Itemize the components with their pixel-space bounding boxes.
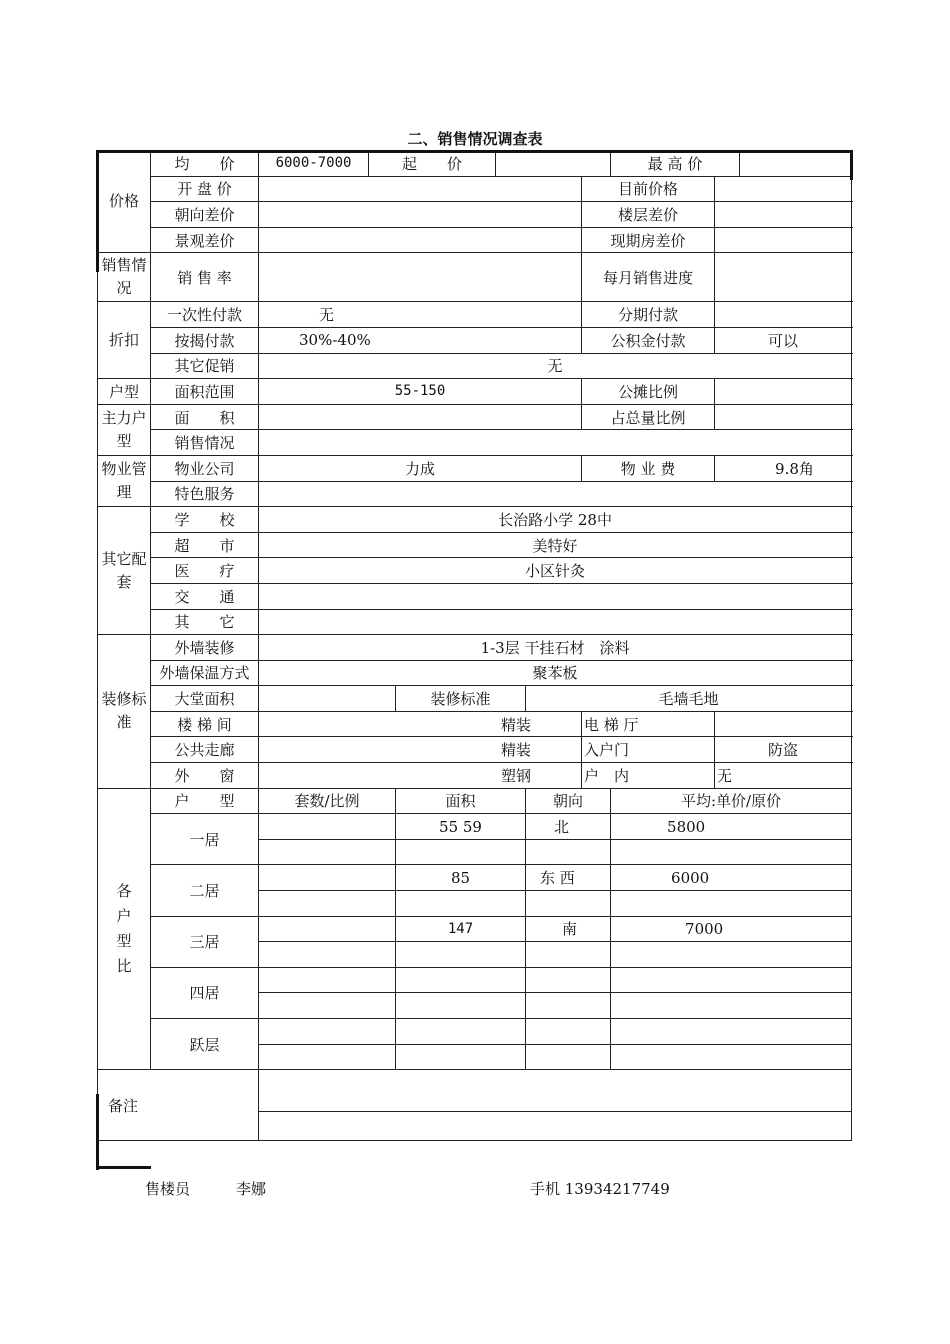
fee-value[interactable]: 9.8角 (715, 455, 852, 481)
unit-type-group-label: 户型 (98, 379, 151, 405)
company-value[interactable]: 力成 (259, 455, 582, 481)
school-label: 学 校 (151, 507, 259, 533)
unit-cell[interactable] (396, 942, 526, 968)
notes-value-2[interactable] (259, 1111, 852, 1140)
discount-group-label: 折扣 (98, 302, 151, 379)
door-value[interactable]: 防盗 (715, 737, 852, 763)
monthly-progress-value[interactable] (715, 253, 852, 302)
market-value[interactable]: 美特好 (259, 532, 852, 558)
avg-price-label: 均 价 (151, 151, 259, 177)
decoration-group-label: 装修标准 (98, 635, 151, 789)
facility-row-4 (98, 583, 852, 609)
facilities-group-label: 其它配套 (98, 507, 151, 635)
unit-cell[interactable] (396, 1044, 526, 1070)
floor-diff-label: 楼层差价 (582, 202, 715, 228)
unit-cell[interactable] (259, 993, 396, 1019)
sales-group-label: 销售情况 (98, 253, 151, 302)
installment-value[interactable] (715, 302, 852, 328)
unit-cell[interactable] (259, 891, 396, 917)
units-header-type: 户 型 (151, 788, 259, 814)
stair-value[interactable]: 精装 (259, 711, 582, 737)
unit-count-5[interactable] (259, 1019, 396, 1045)
fee-label: 物 业 费 (582, 455, 715, 481)
unit-cell[interactable] (526, 993, 611, 1019)
price-row-2 (98, 176, 852, 202)
wall-value[interactable]: 1-3层 干挂石材 涂料 (259, 635, 852, 661)
main-area-value[interactable] (259, 404, 582, 430)
facility-row-5 (98, 609, 852, 635)
unit-area-1[interactable]: 55 59 (396, 814, 526, 840)
unit-count-1[interactable] (259, 814, 396, 840)
corridor-label: 公共走廊 (151, 737, 259, 763)
facility-row-3 (98, 558, 852, 584)
price-row-3 (98, 202, 852, 228)
service-label: 特色服务 (151, 481, 259, 507)
indoor-label: 户 内 (582, 763, 715, 789)
discount-row-2 (98, 327, 852, 353)
property-group-label: 物业管理 (98, 455, 151, 506)
view-diff-label: 景观差价 (151, 227, 259, 253)
thick-top-border (96, 150, 853, 153)
main-area-label: 面 积 (151, 404, 259, 430)
unit-area-2[interactable]: 85 (396, 865, 526, 891)
traffic-value[interactable] (259, 583, 852, 609)
unit-cell[interactable] (526, 942, 611, 968)
footer-seller-label: 售楼员 (145, 1180, 191, 1198)
company-label: 物业公司 (151, 455, 259, 481)
unit-name-2: 二居 (151, 865, 259, 916)
max-price-value[interactable] (740, 151, 852, 177)
unit-cell[interactable] (396, 891, 526, 917)
max-price-label: 最 高 价 (611, 151, 740, 177)
thick-left-border-top (96, 150, 99, 272)
decor-std-value[interactable]: 毛墙毛地 (526, 686, 852, 712)
unit-cell[interactable] (611, 942, 852, 968)
unit-price-2[interactable]: 6000 (611, 865, 852, 891)
open-price-label: 开 盘 价 (151, 176, 259, 202)
corridor-value[interactable]: 精装 (259, 737, 582, 763)
unit-orient-3[interactable]: 南 (526, 916, 611, 942)
service-value[interactable] (259, 481, 852, 507)
unit-cell[interactable] (526, 891, 611, 917)
unit-count-3[interactable] (259, 916, 396, 942)
unit-cell[interactable] (396, 993, 526, 1019)
price-row-1 (98, 151, 852, 177)
notes-row-1 (98, 1070, 852, 1112)
mortgage-value[interactable]: 30%-40% (259, 327, 582, 353)
survey-form (97, 150, 851, 1141)
facility-row-2 (98, 532, 852, 558)
other-promo-value[interactable]: 无 (259, 353, 852, 379)
lobby-value[interactable] (259, 686, 396, 712)
installment-label: 分期付款 (582, 302, 715, 328)
discount-row-3 (98, 353, 852, 379)
units-header-price: 平均:单价/原价 (611, 788, 852, 814)
floor-diff-value[interactable] (715, 202, 852, 228)
thick-bottom-border (96, 1166, 151, 1169)
share-ratio-value[interactable] (715, 379, 852, 405)
avg-price-value[interactable]: 6000-7000 (259, 151, 369, 177)
unit-price-5[interactable] (611, 1019, 852, 1045)
current-price-value[interactable] (715, 176, 852, 202)
start-price-value[interactable] (496, 151, 611, 177)
unit-orient-4[interactable] (526, 967, 611, 993)
decor-std-label: 装修标准 (396, 686, 526, 712)
unit-cell[interactable] (259, 942, 396, 968)
current-price-label: 目前价格 (582, 176, 715, 202)
elevator-value[interactable] (715, 711, 852, 737)
unit-name-4: 四居 (151, 967, 259, 1018)
notes-label: 备注 (98, 1070, 259, 1141)
price-row-4 (98, 227, 852, 253)
area-range-value[interactable]: 55-150 (259, 379, 582, 405)
unit-cell[interactable] (611, 1044, 852, 1070)
units-group-text: 各户型比 (116, 881, 132, 975)
window-value[interactable]: 塑钢 (259, 763, 582, 789)
spot-diff-label: 现期房差价 (582, 227, 715, 253)
window-label: 外 窗 (151, 763, 259, 789)
unit-cell[interactable] (259, 1044, 396, 1070)
thick-left-border-bottom (96, 1094, 99, 1170)
unit-cell[interactable] (611, 993, 852, 1019)
main-unit-group-label: 主力户型 (98, 404, 151, 455)
unit-count-4[interactable] (259, 967, 396, 993)
unit-row-5a (98, 1019, 852, 1045)
main-unit-row-2 (98, 430, 852, 456)
decor-row-5 (98, 737, 852, 763)
market-label: 超 市 (151, 532, 259, 558)
footer-seller-name: 李娜 (236, 1180, 267, 1198)
total-ratio-value[interactable] (715, 404, 852, 430)
unit-type-row (98, 379, 852, 405)
start-price-label: 起 价 (369, 151, 496, 177)
medical-label: 医 疗 (151, 558, 259, 584)
unit-price-4[interactable] (611, 967, 852, 993)
unit-row-3a (98, 916, 852, 942)
other-facility-label: 其 它 (151, 609, 259, 635)
unit-count-2[interactable] (259, 865, 396, 891)
decor-row-4 (98, 711, 852, 737)
unit-price-3[interactable]: 7000 (611, 916, 852, 942)
decor-row-6 (98, 763, 852, 789)
fund-label: 公积金付款 (582, 327, 715, 353)
mortgage-label: 按揭付款 (151, 327, 259, 353)
decor-row-3 (98, 686, 852, 712)
spot-diff-value[interactable] (715, 227, 852, 253)
sales-row (98, 253, 852, 302)
decor-row-2 (98, 660, 852, 686)
area-range-label: 面积范围 (151, 379, 259, 405)
share-ratio-label: 公摊比例 (582, 379, 715, 405)
main-sales-label: 销售情况 (151, 430, 259, 456)
unit-cell[interactable] (526, 839, 611, 865)
unit-name-3: 三居 (151, 916, 259, 967)
orient-diff-label: 朝向差价 (151, 202, 259, 228)
unit-orient-1[interactable]: 北 (526, 814, 611, 840)
elevator-label: 电 梯 厅 (582, 711, 715, 737)
unit-area-3[interactable]: 147 (396, 916, 526, 942)
unit-cell[interactable] (526, 1044, 611, 1070)
units-header-row (98, 788, 852, 814)
school-value[interactable]: 长治路小学 28中 (259, 507, 852, 533)
unit-orient-5[interactable] (526, 1019, 611, 1045)
indoor-value[interactable]: 无 (715, 763, 852, 789)
unit-cell[interactable] (611, 891, 852, 917)
insulation-label: 外墙保温方式 (151, 660, 259, 686)
footer-phone: 手机 13934217749 (530, 1180, 670, 1198)
unit-row-2a (98, 865, 852, 891)
sales-rate-value[interactable] (259, 253, 582, 302)
fund-value[interactable]: 可以 (715, 327, 852, 353)
survey-table (97, 150, 852, 1141)
insulation-value[interactable]: 聚苯板 (259, 660, 852, 686)
unit-name-1: 一居 (151, 814, 259, 865)
decor-row-1 (98, 635, 852, 661)
page-title: 二、销售情况调查表 (407, 130, 543, 148)
other-promo-label: 其它促销 (151, 353, 259, 379)
wall-label: 外墙装修 (151, 635, 259, 661)
unit-cell[interactable] (259, 839, 396, 865)
unit-area-4[interactable] (396, 967, 526, 993)
unit-price-1[interactable]: 5800 (611, 814, 852, 840)
property-row-2 (98, 481, 852, 507)
units-header-area: 面积 (396, 788, 526, 814)
property-row-1 (98, 455, 852, 481)
stair-label: 楼 梯 间 (151, 711, 259, 737)
lump-sum-label: 一次性付款 (151, 302, 259, 328)
discount-row-1 (98, 302, 852, 328)
lobby-label: 大堂面积 (151, 686, 259, 712)
lump-sum-value[interactable]: 无 (259, 302, 582, 328)
thick-right-border-top (850, 150, 853, 180)
unit-cell[interactable] (396, 839, 526, 865)
main-sales-value[interactable] (259, 430, 852, 456)
orient-diff-value[interactable] (259, 202, 582, 228)
facility-row-1 (98, 507, 852, 533)
unit-area-5[interactable] (396, 1019, 526, 1045)
unit-orient-2[interactable]: 东 西 (526, 865, 611, 891)
door-label: 入户门 (582, 737, 715, 763)
total-ratio-label: 占总量比例 (582, 404, 715, 430)
main-unit-row-1 (98, 404, 852, 430)
notes-value-1[interactable] (259, 1070, 852, 1112)
open-price-value[interactable] (259, 176, 582, 202)
units-header-count: 套数/比例 (259, 788, 396, 814)
monthly-progress-label: 每月销售进度 (582, 253, 715, 302)
traffic-label: 交 通 (151, 583, 259, 609)
unit-row-4a (98, 967, 852, 993)
sales-rate-label: 销 售 率 (151, 253, 259, 302)
view-diff-value[interactable] (259, 227, 582, 253)
price-group-label: 价格 (98, 151, 151, 253)
units-group-label (98, 788, 151, 1070)
unit-name-5: 跃层 (151, 1019, 259, 1070)
medical-value[interactable]: 小区针灸 (259, 558, 852, 584)
other-facility-value[interactable] (259, 609, 852, 635)
unit-row-1a (98, 814, 852, 840)
units-header-orient: 朝向 (526, 788, 611, 814)
unit-cell[interactable] (611, 839, 852, 865)
